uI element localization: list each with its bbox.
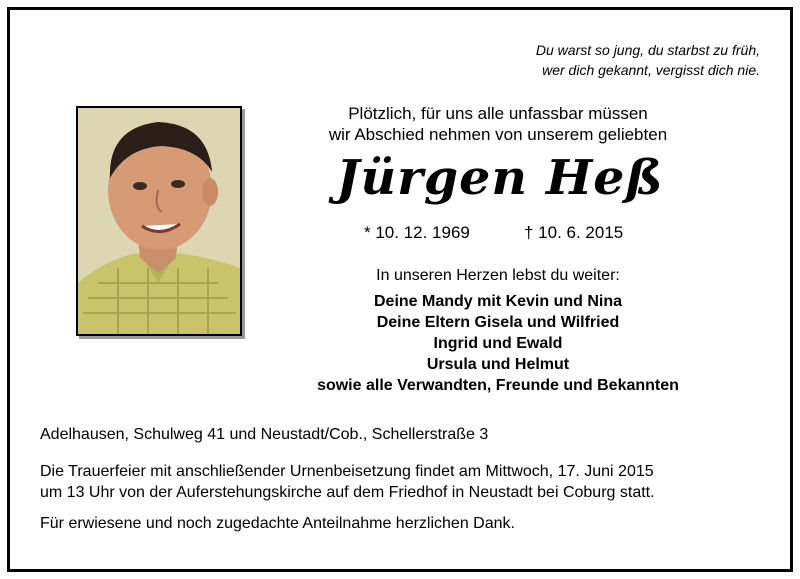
birth-date: * 10. 12. 1969 <box>364 223 470 242</box>
heart-line: In unseren Herzen lebst du weiter: <box>376 267 620 284</box>
mourners-list <box>268 291 728 396</box>
intro-text <box>268 103 728 145</box>
mourner-line: Ingrid und Ewald <box>433 335 563 352</box>
ceremony-line-1: Die Trauerfeier mit anschließender Urnenbeisetzung findet am Mittwoch, 17. Juni 2015 <box>40 463 654 480</box>
mourner-line: Deine Mandy mit Kevin und Nina <box>373 293 623 310</box>
thanks-line: Für erwiesene und noch zugedachte Anteilnahme herzlichen Dank. <box>40 515 515 532</box>
intro-line-1: Plötzlich, für uns alle unfassbar müssen <box>348 104 648 123</box>
mourner-line: Deine Eltern Gisela und Wilfried <box>376 314 620 331</box>
death-date: † 10. 6. 2015 <box>524 223 624 242</box>
portrait-photo <box>76 106 242 336</box>
motto <box>440 40 760 80</box>
portrait-illustration <box>78 108 240 334</box>
ceremony-info <box>40 461 770 503</box>
ceremony-line-2: um 13 Uhr von der Auferstehungskirche auf dem Friedhof in Neustadt bei Coburg statt. <box>40 484 655 501</box>
mourner-line: sowie alle Verwandten, Freunde und Bekannten <box>317 377 679 394</box>
motto-line-1: Du warst so jung, du starbst zu früh, <box>535 42 760 58</box>
intro-line-2: wir Abschied nehmen von unserem geliebten <box>328 125 668 144</box>
motto-line-2: wer dich gekannt, vergisst dich nie. <box>542 62 760 78</box>
address-line: Adelhausen, Schulweg 41 und Neustadt/Cob., Schellerstraße 3 <box>40 426 489 443</box>
mourner-line: Ursula und Helmut <box>426 356 570 373</box>
deceased-name: Jürgen Heß <box>336 150 664 206</box>
